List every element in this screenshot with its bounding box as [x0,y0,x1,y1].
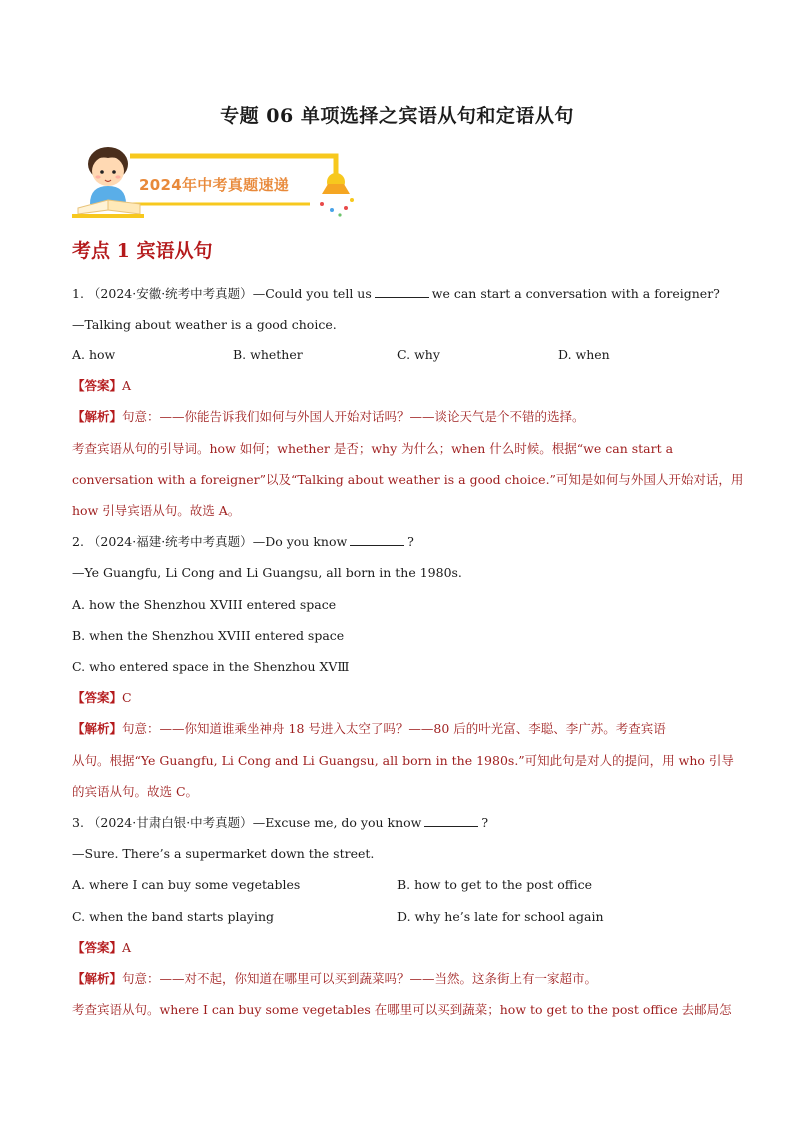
analysis-line [72,971,597,987]
analysis-label: 【解析】 [72,409,123,424]
answer-label: 【答案】 [72,690,123,705]
answer-line [72,940,131,956]
question-source: （2024·安徽·统考中考真题） [87,286,253,301]
question-3-stem [72,815,488,831]
stem-text: we can start a conversation with a foreigner? [431,286,720,301]
question-1-stem [72,286,720,302]
option-c: C. when the band starts playing [72,909,275,924]
answer-label: 【答案】 [72,378,123,393]
banner-label: 2024年中考真题速递 [139,176,290,194]
option-b: B. when the Shenzhou XVIII entered space [72,628,345,643]
question-1-reply: —Talking about weather is a good choice. [72,317,337,332]
question-source: （2024·甘肃白银·中考真题） [87,815,253,830]
stem-text: ? [481,815,489,830]
answer-blank [350,534,404,546]
option-b: B. whether [233,347,303,362]
analysis-line [72,721,666,737]
stem-text: —Do you know [252,534,348,549]
analysis-text: 从句。根据“Ye Guangfu, Li Cong and Li Guangsu, all born in the 1980s.”可知此句是对人的提问，用 who 引导 [72,753,734,768]
lamp-icon [320,173,354,217]
stem-text: —Could you tell us [252,286,372,301]
answer-value: A [122,378,132,393]
option-a: A. how [72,347,116,362]
stem-text: ? [407,534,414,549]
question-2-reply: —Ye Guangfu, Li Cong and Li Guangsu, all born in the 1980s. [72,565,462,580]
banner-frame [130,156,336,176]
document-title: 专题 06 单项选择之宾语从句和定语从句 [220,105,574,127]
option-a: A. where I can buy some vegetables [72,877,301,892]
answer-label: 【答案】 [72,940,123,955]
question-3-reply: —Sure. There’s a supermarket down the street. [72,846,375,861]
analysis-text: how 引导宾语从句。故选 A。 [72,503,241,518]
analysis-line [72,409,585,425]
question-number: 2. [72,534,84,549]
option-a: A. how the Shenzhou XVIII entered space [72,597,337,612]
answer-line [72,690,132,706]
option-d: D. when [558,347,610,362]
answer-blank [375,286,429,298]
analysis-text: 句意：——你知道谁乘坐神舟 18 号进入太空了吗？——80 后的叶光富、李聪、李广苏。考查宾语 [122,721,666,736]
question-number: 3. [72,815,84,830]
analysis-label: 【解析】 [72,971,123,986]
analysis-text: 考查宾语从句的引导词。how 如何；whether 是否；why 为什么；when 什么时候。根据“we can start a [72,441,674,456]
option-c: C. who entered space in the Shenzhou XVⅢ [72,659,350,674]
answer-line [72,378,131,394]
analysis-text: 句意：——你能告诉我们如何与外国人开始对话吗？——谈论天气是个不错的选择。 [122,409,585,424]
option-d: D. why he’s late for school again [397,909,604,924]
question-source: （2024·福建·统考中考真题） [87,534,253,549]
question-number: 1. [72,286,84,301]
analysis-text: 的宾语从句。故选 C。 [72,784,199,799]
answer-value: A [122,940,132,955]
answer-value: C [122,690,132,705]
stem-text: —Excuse me, do you know [252,815,422,830]
analysis-text: conversation with a foreigner”以及“Talking about weather is a good choice.”可知是如何与外国人开始对话，用 [72,472,744,487]
analysis-label: 【解析】 [72,721,123,736]
analysis-text: 句意：——对不起，你知道在哪里可以买到蔬菜吗？——当然。这条街上有一家超市。 [122,971,598,986]
analysis-text: 考查宾语从句。where I can buy some vegetables 在哪里可以买到蔬菜；how to get to the post office 去邮局怎 [72,1002,732,1017]
section-heading: 考点 1 宾语从句 [72,240,213,262]
question-2-stem [72,534,414,550]
answer-blank [424,815,478,827]
option-c: C. why [397,347,440,362]
option-b: B. how to get to the post office [397,877,593,892]
